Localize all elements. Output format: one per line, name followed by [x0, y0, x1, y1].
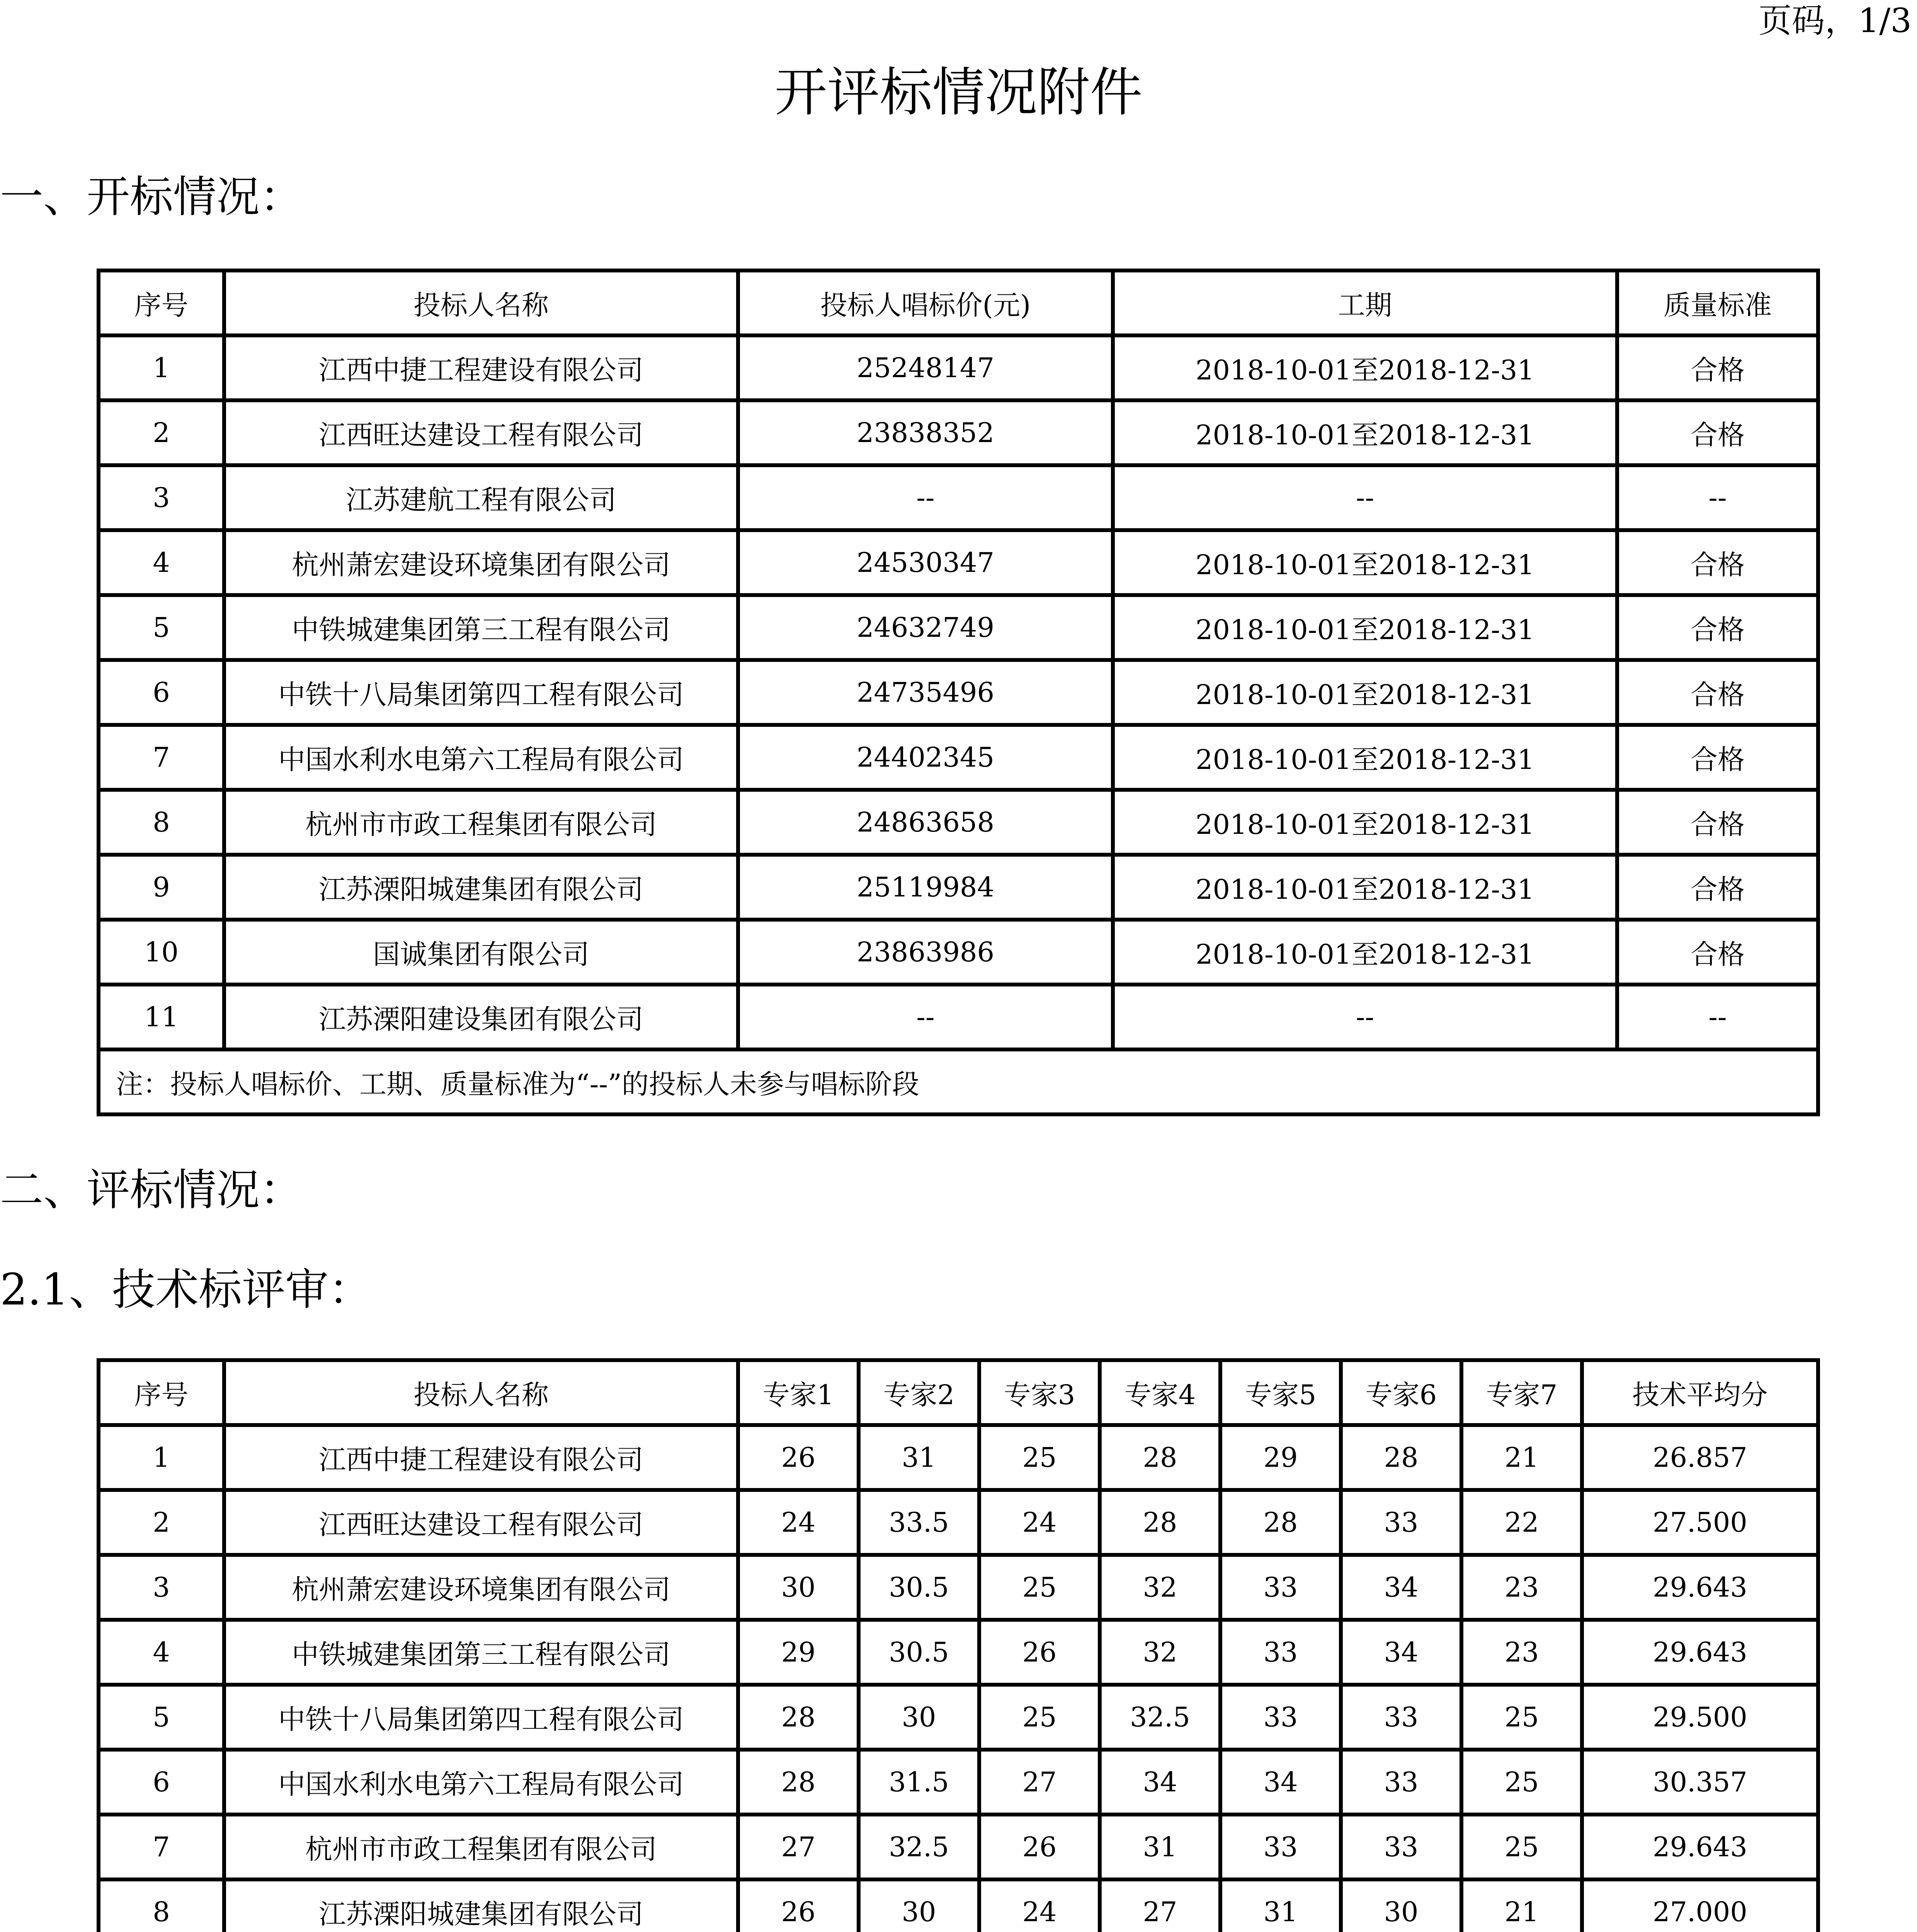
table-row — [99, 1555, 1818, 1620]
table-cell: 2018-10-01至2018-12-31 — [1113, 920, 1617, 985]
table-cell: 23863986 — [738, 920, 1113, 985]
table-cell: 28 — [738, 1685, 859, 1750]
table-cell: 31 — [1100, 1815, 1220, 1879]
table-cell: 合格 — [1617, 335, 1818, 400]
table-cell: 29.643 — [1582, 1815, 1818, 1879]
table-cell: 2 — [99, 400, 224, 465]
table-cell: 合格 — [1617, 660, 1818, 725]
section-heading-technical: 2.1、技术标评审： — [0, 1265, 372, 1315]
table-cell: 江西旺达建设工程有限公司 — [224, 1490, 738, 1555]
table-cell: 24863658 — [738, 790, 1113, 855]
table-row — [99, 1750, 1818, 1815]
table-cell: 2018-10-01至2018-12-31 — [1113, 530, 1617, 595]
table-cell: 杭州市市政工程集团有限公司 — [224, 1815, 738, 1879]
table-cell: 中国水利水电第六工程局有限公司 — [224, 725, 738, 790]
table-cell: 28 — [1100, 1425, 1220, 1490]
table-cell: 中铁城建集团第三工程有限公司 — [224, 1620, 738, 1685]
column-header: 技术平均分 — [1582, 1360, 1818, 1425]
table-cell: 2018-10-01至2018-12-31 — [1113, 335, 1617, 400]
table-cell: 杭州萧宏建设环境集团有限公司 — [224, 530, 738, 595]
table-header-row — [99, 1360, 1818, 1425]
table-cell: 江苏溧阳城建集团有限公司 — [224, 1879, 738, 1932]
table-cell: 合格 — [1617, 400, 1818, 465]
table-cell: 25 — [979, 1685, 1100, 1750]
table-cell: 24530347 — [738, 530, 1113, 595]
table-cell: 30 — [859, 1879, 979, 1932]
table-cell: 29.643 — [1582, 1555, 1818, 1620]
section-heading-evaluation: 二、评标情况： — [0, 1165, 303, 1215]
table-cell: 11 — [99, 985, 224, 1049]
table-row — [99, 1685, 1818, 1750]
table-cell: 27.000 — [1582, 1879, 1818, 1932]
table-cell: 23 — [1461, 1620, 1582, 1685]
table-cell: 江西中捷工程建设有限公司 — [224, 335, 738, 400]
bid-opening-table — [97, 269, 1820, 1116]
table-cell: 24632749 — [738, 595, 1113, 660]
table-row — [99, 1425, 1818, 1490]
table-header-row — [99, 270, 1818, 335]
table-row — [99, 1490, 1818, 1555]
table-cell: 34 — [1341, 1555, 1461, 1620]
table-cell: 21 — [1461, 1425, 1582, 1490]
table-cell: 30 — [1341, 1879, 1461, 1932]
table-cell: 29 — [738, 1620, 859, 1685]
table-cell: 25 — [1461, 1815, 1582, 1879]
table-cell: 29.643 — [1582, 1620, 1818, 1685]
table-cell: 5 — [99, 595, 224, 660]
table-cell: 33 — [1220, 1555, 1341, 1620]
table-cell: 25248147 — [738, 335, 1113, 400]
table-row — [99, 1815, 1818, 1879]
table-row — [99, 400, 1818, 465]
table-cell: 33 — [1220, 1815, 1341, 1879]
table-cell: 26 — [738, 1425, 859, 1490]
table-row — [99, 855, 1818, 920]
table-cell: 24 — [979, 1490, 1100, 1555]
table-cell: 32 — [1100, 1620, 1220, 1685]
table-cell: 江苏溧阳建设集团有限公司 — [224, 985, 738, 1049]
table-cell: 32.5 — [1100, 1685, 1220, 1750]
table-cell: 江西旺达建设工程有限公司 — [224, 400, 738, 465]
table-row — [99, 1620, 1818, 1685]
table-cell: 中铁十八局集团第四工程有限公司 — [224, 660, 738, 725]
table-cell: 2018-10-01至2018-12-31 — [1113, 660, 1617, 725]
table-cell: 24735496 — [738, 660, 1113, 725]
table-cell: 合格 — [1617, 725, 1818, 790]
table-row — [99, 335, 1818, 400]
table-cell: 28 — [1341, 1425, 1461, 1490]
table-cell: 2018-10-01至2018-12-31 — [1113, 725, 1617, 790]
table-cell: 33 — [1220, 1620, 1341, 1685]
column-header: 专家5 — [1220, 1360, 1341, 1425]
page-title: 开评标情况附件 — [774, 62, 1143, 123]
table-cell: 28 — [1100, 1490, 1220, 1555]
table-row — [99, 465, 1818, 530]
table-row — [99, 660, 1818, 725]
table-cell: 9 — [99, 855, 224, 920]
table-cell: 28 — [738, 1750, 859, 1815]
table-cell: 中国水利水电第六工程局有限公司 — [224, 1750, 738, 1815]
table-row — [99, 595, 1818, 660]
table-cell: 3 — [99, 465, 224, 530]
table-cell: 8 — [99, 1879, 224, 1932]
table-cell: -- — [1113, 465, 1617, 530]
table-cell: 2018-10-01至2018-12-31 — [1113, 790, 1617, 855]
column-header: 专家1 — [738, 1360, 859, 1425]
table-cell: 合格 — [1617, 920, 1818, 985]
table-cell: 2018-10-01至2018-12-31 — [1113, 400, 1617, 465]
table-cell: 33 — [1341, 1685, 1461, 1750]
table-cell: 32.5 — [859, 1815, 979, 1879]
table-cell: 27.500 — [1582, 1490, 1818, 1555]
column-header: 投标人唱标价(元) — [738, 270, 1113, 335]
column-header: 序号 — [99, 270, 224, 335]
table-cell: 22 — [1461, 1490, 1582, 1555]
column-header: 投标人名称 — [224, 1360, 738, 1425]
page-number: 页码，1/3 — [1758, 2, 1912, 40]
column-header: 序号 — [99, 1360, 224, 1425]
table-cell: 34 — [1220, 1750, 1341, 1815]
table-cell: 30.5 — [859, 1620, 979, 1685]
table-cell: 中铁城建集团第三工程有限公司 — [224, 595, 738, 660]
table-cell: 25 — [1461, 1685, 1582, 1750]
table-note: 注：投标人唱标价、工期、质量标准为“--”的投标人未参与唱标阶段 — [99, 1049, 1818, 1114]
table-row — [99, 985, 1818, 1049]
table-cell: 国诚集团有限公司 — [224, 920, 738, 985]
table-cell: 25 — [1461, 1750, 1582, 1815]
table-cell: 31 — [859, 1425, 979, 1490]
table-cell: 30.5 — [859, 1555, 979, 1620]
table-cell: 6 — [99, 660, 224, 725]
table-cell: 2018-10-01至2018-12-31 — [1113, 595, 1617, 660]
table-note-row — [99, 1049, 1818, 1114]
column-header: 专家3 — [979, 1360, 1100, 1425]
table-cell: 26 — [738, 1879, 859, 1932]
table-cell: -- — [1113, 985, 1617, 1049]
table-cell: 10 — [99, 920, 224, 985]
table-cell: 4 — [99, 1620, 224, 1685]
table-cell: 33 — [1220, 1685, 1341, 1750]
column-header: 投标人名称 — [224, 270, 738, 335]
table-cell: 中铁十八局集团第四工程有限公司 — [224, 1685, 738, 1750]
table-cell: 4 — [99, 530, 224, 595]
table-cell: 30 — [738, 1555, 859, 1620]
table-cell: 33 — [1341, 1490, 1461, 1555]
table-cell: 31 — [1220, 1879, 1341, 1932]
table-cell: 杭州萧宏建设环境集团有限公司 — [224, 1555, 738, 1620]
table-cell: 1 — [99, 335, 224, 400]
table-cell: 江西中捷工程建设有限公司 — [224, 1425, 738, 1490]
table-cell: 江苏溧阳城建集团有限公司 — [224, 855, 738, 920]
table-cell: 合格 — [1617, 855, 1818, 920]
table-row — [99, 920, 1818, 985]
table-cell: 合格 — [1617, 595, 1818, 660]
table-cell: 3 — [99, 1555, 224, 1620]
table-cell: 25 — [979, 1555, 1100, 1620]
table-cell: 34 — [1341, 1620, 1461, 1685]
table-cell: 24402345 — [738, 725, 1113, 790]
table-cell: 合格 — [1617, 790, 1818, 855]
column-header: 专家4 — [1100, 1360, 1220, 1425]
table-cell: 23838352 — [738, 400, 1113, 465]
table-cell: 24 — [738, 1490, 859, 1555]
table-cell: -- — [1617, 985, 1818, 1049]
table-row — [99, 725, 1818, 790]
table-cell: 1 — [99, 1425, 224, 1490]
table-cell: 33 — [1341, 1750, 1461, 1815]
table-cell: 26.857 — [1582, 1425, 1818, 1490]
table-cell: 8 — [99, 790, 224, 855]
table-cell: 江苏建航工程有限公司 — [224, 465, 738, 530]
table-cell: 2018-10-01至2018-12-31 — [1113, 855, 1617, 920]
table-cell: 33 — [1341, 1815, 1461, 1879]
table-cell: 28 — [1220, 1490, 1341, 1555]
table-cell: 27 — [1100, 1879, 1220, 1932]
column-header: 工期 — [1113, 270, 1617, 335]
table-cell: 25119984 — [738, 855, 1113, 920]
table-cell: 5 — [99, 1685, 224, 1750]
technical-review-table — [97, 1358, 1820, 1932]
table-cell: 31.5 — [859, 1750, 979, 1815]
table-cell: 23 — [1461, 1555, 1582, 1620]
table-cell: 34 — [1100, 1750, 1220, 1815]
table-cell: 26 — [979, 1620, 1100, 1685]
table-cell: 29.500 — [1582, 1685, 1818, 1750]
column-header: 专家6 — [1341, 1360, 1461, 1425]
table-cell: 26 — [979, 1815, 1100, 1879]
column-header: 质量标准 — [1617, 270, 1818, 335]
section-heading-bid-opening: 一、开标情况： — [0, 172, 303, 222]
table-row — [99, 530, 1818, 595]
table-cell: -- — [1617, 465, 1818, 530]
table-cell: 2 — [99, 1490, 224, 1555]
table-cell: 27 — [979, 1750, 1100, 1815]
table-cell: 7 — [99, 1815, 224, 1879]
table-cell: 杭州市市政工程集团有限公司 — [224, 790, 738, 855]
table-cell: 21 — [1461, 1879, 1582, 1932]
table-cell: 7 — [99, 725, 224, 790]
table-cell: -- — [738, 985, 1113, 1049]
column-header: 专家7 — [1461, 1360, 1582, 1425]
column-header: 专家2 — [859, 1360, 979, 1425]
table-cell: -- — [738, 465, 1113, 530]
table-row — [99, 1879, 1818, 1932]
table-cell: 30.357 — [1582, 1750, 1818, 1815]
table-row — [99, 790, 1818, 855]
table-cell: 6 — [99, 1750, 224, 1815]
table-cell: 25 — [979, 1425, 1100, 1490]
table-cell: 29 — [1220, 1425, 1341, 1490]
table-cell: 32 — [1100, 1555, 1220, 1620]
table-cell: 30 — [859, 1685, 979, 1750]
table-cell: 24 — [979, 1879, 1100, 1932]
table-cell: 33.5 — [859, 1490, 979, 1555]
table-cell: 合格 — [1617, 530, 1818, 595]
table-cell: 27 — [738, 1815, 859, 1879]
